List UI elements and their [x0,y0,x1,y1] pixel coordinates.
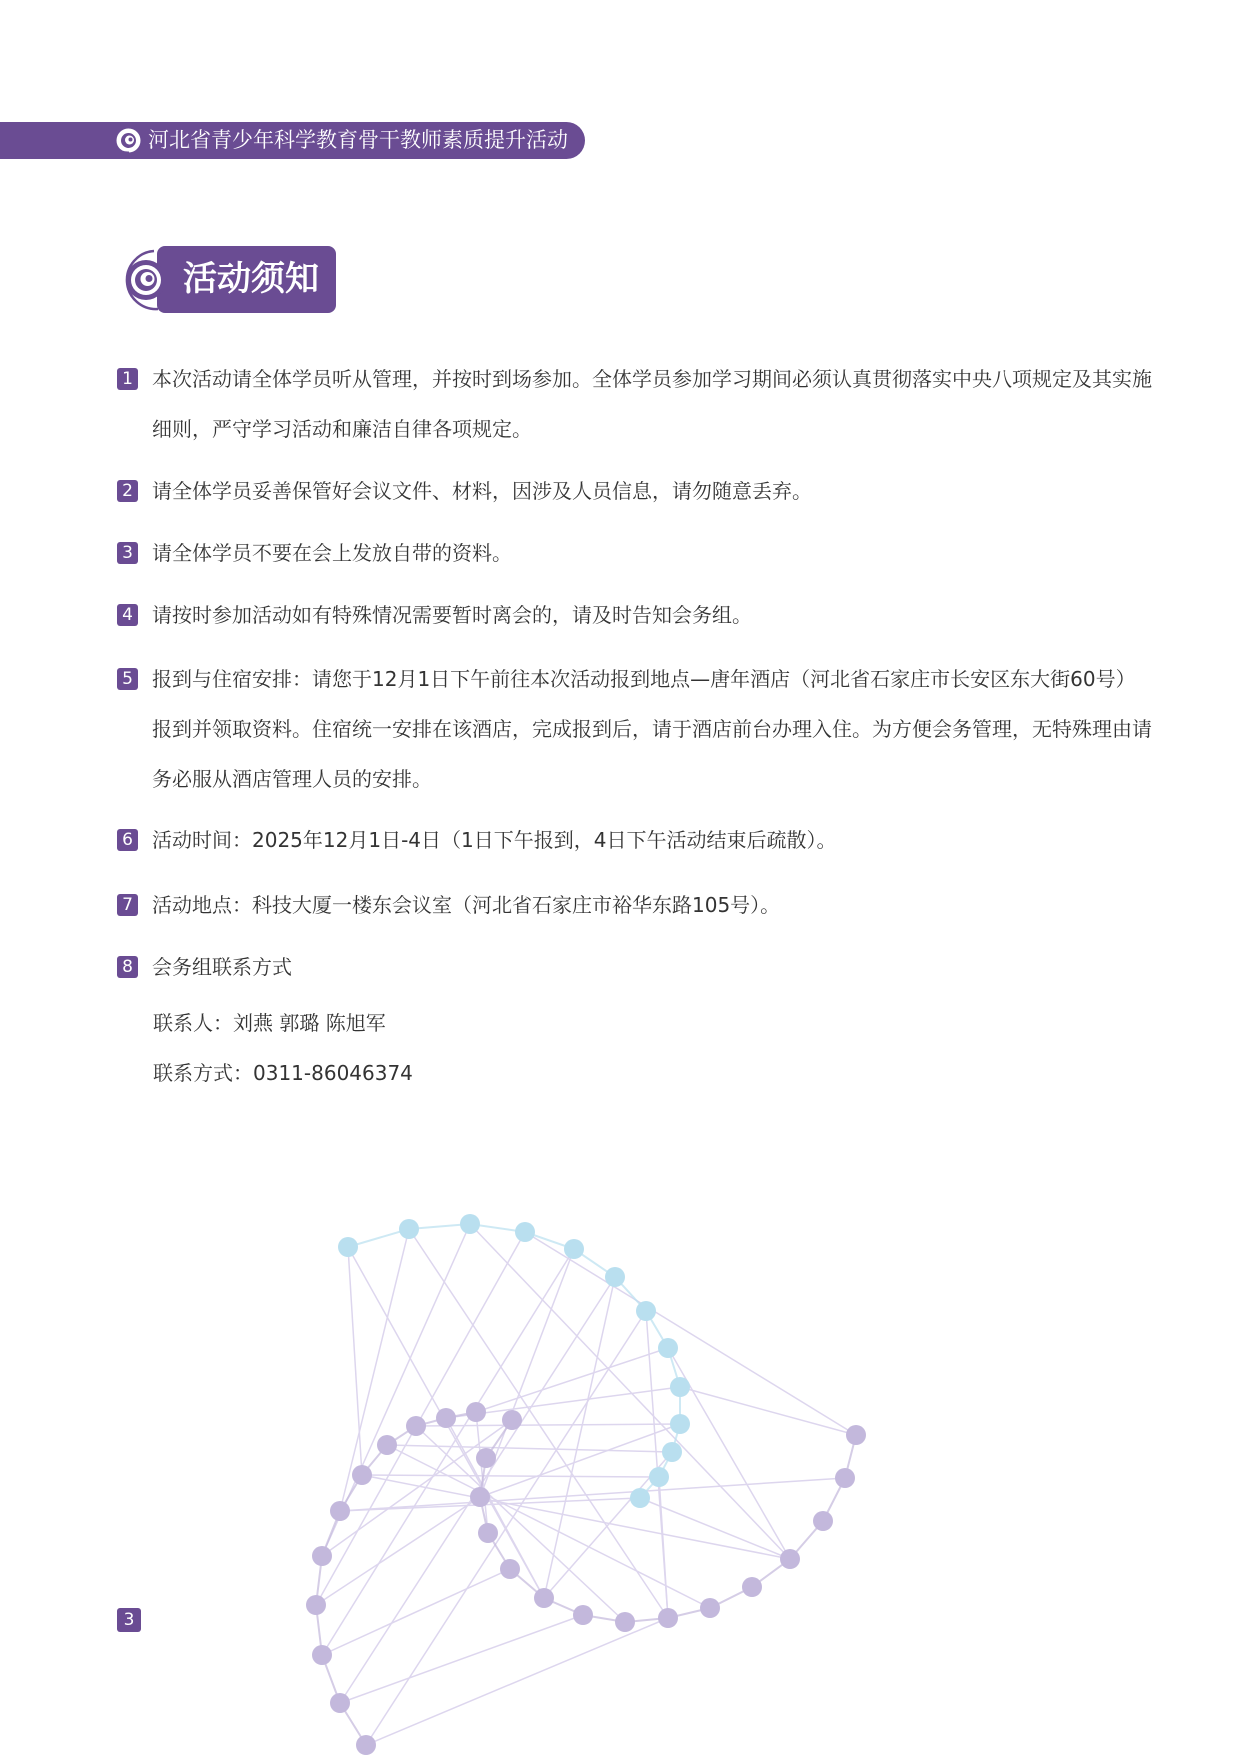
section-title: 活动须知 [183,259,319,299]
decor-dot [330,1693,350,1713]
decor-dot [670,1414,690,1434]
decor-dot [658,1338,678,1358]
decor-dot [476,1448,496,1468]
notice-text: 请按时参加活动如有特殊情况需要暂时离会的，请及时告知会务组。 [152,603,752,627]
decor-dot [636,1301,656,1321]
decor-dot [813,1511,833,1531]
decor-dot [406,1416,426,1436]
contact-phone: 联系方式：0311-86046374 [153,1061,413,1085]
decor-dot [436,1408,456,1428]
decor-dot [377,1435,397,1455]
decor-dot [662,1442,682,1462]
notice-text: 本次活动请全体学员听从管理，并按时到场参加。全体学员参加学习期间必须认真贯彻落实中央八项规定及其实施细则，严守学习活动和廉洁自律各项规定。 [152,367,1152,441]
decor-dot [502,1410,522,1430]
notice-text: 请全体学员妥善保管好会议文件、材料，因涉及人员信息，请勿随意丢弃。 [152,479,812,503]
decor-dot [356,1735,376,1755]
notice-number-badge: 6 [117,829,138,851]
decor-dot [478,1523,498,1543]
decor-dot [399,1219,419,1239]
decor-dot [846,1425,866,1445]
decor-dot [564,1239,584,1259]
notice-text: 报到与住宿安排：请您于12月1日下午前往本次活动报到地点—唐年酒店（河北省石家庄市长安区东大街60号）报到并领取资料。住宿统一安排在该酒店，完成报到后，请于酒店前台办理入住。为方便会务管理，无特殊理由请务必服从酒店管理人员的安排。 [152,667,1152,791]
decor-dot [700,1598,720,1618]
notice-number-badge: 7 [117,894,138,916]
decor-dot [534,1588,554,1608]
decor-dot [466,1402,486,1422]
notice-number-badge: 4 [117,604,138,626]
notice-text: 活动地点：科技大厦一楼东会议室（河北省石家庄市裕华东路105号）。 [152,893,781,917]
decor-dot [658,1608,678,1628]
decor-dot [630,1488,650,1508]
decor-dot [470,1487,490,1507]
decor-dot [330,1501,350,1521]
swirl-icon [124,258,168,302]
decor-dot [500,1559,520,1579]
page-number: 3 [117,1608,141,1632]
notice-number-badge: 8 [117,956,138,978]
notice-number-badge: 3 [117,542,138,564]
decor-dot [835,1468,855,1488]
decor-dot [312,1645,332,1665]
decor-dot [352,1465,372,1485]
notice-text: 会务组联系方式 [152,955,292,979]
spiral-logo-icon [115,127,142,154]
notice-number-badge: 5 [117,668,138,690]
notice-number-badge: 2 [117,480,138,502]
decor-dot [515,1222,535,1242]
decor-dot [605,1267,625,1287]
header-title: 河北省青少年科学教育骨干教师素质提升活动 [148,128,568,152]
decor-dot [649,1467,669,1487]
decor-dot [615,1612,635,1632]
notice-text: 请全体学员不要在会上发放自带的资料。 [152,541,512,565]
decor-dot [338,1237,358,1257]
decor-dot [670,1377,690,1397]
notice-number-badge: 1 [117,368,138,390]
contact-people: 联系人：刘燕 郭璐 陈旭军 [153,1011,386,1035]
decor-dot [573,1605,593,1625]
decorative-network-graphic [300,1200,920,1755]
decor-dot [312,1546,332,1566]
notice-text: 活动时间：2025年12月1日-4日（1日下午报到，4日下午活动结束后疏散）。 [152,828,837,852]
decor-dot [742,1577,762,1597]
decor-dot [306,1595,326,1615]
decor-dot [780,1549,800,1569]
decor-dot [460,1214,480,1234]
